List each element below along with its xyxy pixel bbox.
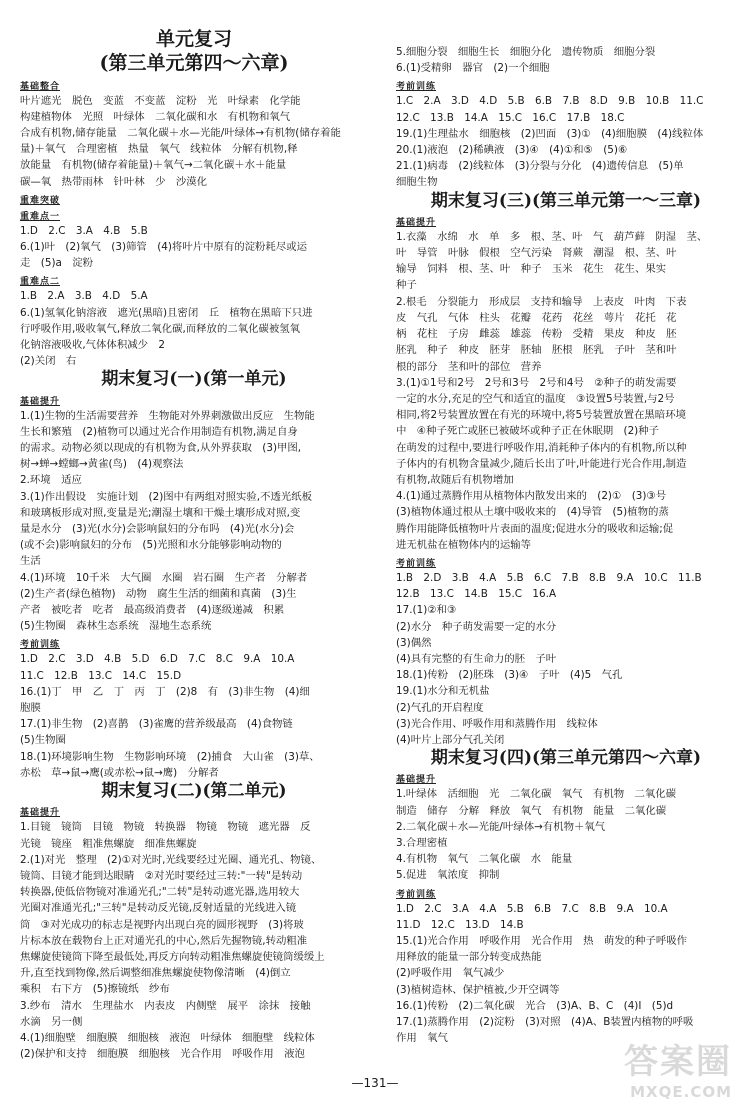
answer-line: 进无机盐在植物体内的运输等 xyxy=(396,538,532,551)
answer-line: 的需求。动物必须以现成的有机物为食,从外界获取 (3)甲图, xyxy=(20,442,302,454)
answer-line: 3.合理密植 xyxy=(396,837,448,850)
answer-line: 量)＋氧气 合理密植 热量 氧气 线粒体 分解有机物,释 xyxy=(20,143,298,156)
answer-line: (3)偶然 xyxy=(396,636,432,649)
answer-line: 中 ④种子死亡或胚已被破坏或种子正在休眠期 (2)种子 xyxy=(396,425,660,438)
answer-line: 乘积 右下方 (5)擦镜纸 纱布 xyxy=(20,983,170,996)
answer-line: 光镜 镜座 粗准焦螺旋 细准焦螺旋 xyxy=(20,837,197,850)
answer-line: 1.(1)生物的生活需要营养 生物能对外界刺激做出反应 生物能 xyxy=(20,409,315,422)
answer-line: 4.(1)环境 10千米 大气圈 水圈 岩石圈 生产者 分解者 xyxy=(20,571,308,584)
answer-line: 2.环境 适应 xyxy=(20,474,82,487)
section-label-exam: 考前训练 xyxy=(20,640,61,651)
section-label-basic: 基础提升 xyxy=(20,808,61,819)
answer-block-review-2-exam xyxy=(396,93,736,190)
answer-line: 6.(1)氢氧化钠溶液 遮光(黑暗)且密闭 丘 植物在黑暗下只进 xyxy=(20,306,313,319)
answer-line: 和玻璃板形成对照,变量是光;潮湿土壤和干燥土壤形成对照,变 xyxy=(20,506,301,519)
answer-line: 树→蝉→螳螂→黄雀(鸟) (4)观察法 xyxy=(20,458,184,471)
watermark-url: MXQE.COM xyxy=(630,1083,732,1101)
answer-line: 柄 花柱 子房 雌蕊 雄蕊 传粉 受精 果皮 种皮 胚 xyxy=(396,328,677,341)
answer-line: 3.(1)作出假设 实施计划 (2)图中有两组对照实验,不透光纸板 xyxy=(20,490,313,503)
answer-line: 赤松 草→鼠→鹰(或赤松→鼠→鹰) 分解者 xyxy=(20,766,219,779)
answer-line: 碳—氧 热带雨林 针叶林 少 沙漠化 xyxy=(20,175,208,188)
answer-line: 4.(1)细胞壁 细胞膜 细胞核 液泡 叶绿体 细胞壁 线粒体 xyxy=(20,1031,315,1044)
unit-review-subtitle: (第三单元第四～六章) xyxy=(99,51,289,74)
section-label-basic: 基础提升 xyxy=(396,775,437,786)
answer-line: 5.促进 氧浓度 抑制 xyxy=(396,869,500,882)
answer-line: 1.D 2.C 3.A 4.B 5.B xyxy=(20,224,148,237)
answer-line: 腾作用能降低植物叶片表面的温度;促进水分的吸收和运输;促 xyxy=(396,522,674,535)
answer-line: 种子 xyxy=(396,279,417,292)
right-column xyxy=(396,44,736,1046)
answer-line: 合成有机物,储存能量 二氧化碳＋水—光能/叶绿体→有机物(储存着能 xyxy=(20,126,341,139)
answer-line: 转换器,使低倍物镜对准通光孔;"二转"是转动遮光器,选用较大 xyxy=(20,886,300,899)
answer-line: (2)生产者(绿色植物) 动物 腐生生活的细菌和真菌 (3)生 xyxy=(20,587,297,600)
answer-line: 皮 气孔 气体 柱头 花瓣 花药 花丝 萼片 花托 花 xyxy=(396,311,677,324)
answer-block-review-1-basic xyxy=(20,408,368,635)
answer-line: 16.(1)传粉 (2)二氧化碳 光合 (3)A、B、C (4)Ⅰ (5)d xyxy=(396,999,674,1012)
answer-line: (2)保护和支持 细胞膜 细胞核 光合作用 呼吸作用 液泡 xyxy=(20,1048,305,1061)
answer-line: 叶片遮光 脱色 变蓝 不变蓝 淀粉 光 叶绿素 化学能 xyxy=(20,94,301,107)
section-label-point-2: 重难点二 xyxy=(20,277,61,288)
answer-line: 胚乳 种子 种皮 胚芽 胚轴 胚根 胚乳 子叶 茎和叶 xyxy=(396,344,677,357)
answer-line: 4.有机物 氧气 二氧化碳 水 能量 xyxy=(396,853,573,866)
answer-line: 升,直至找到物像,然后调整细准焦螺旋使物像清晰 (4)倒立 xyxy=(20,967,291,980)
answer-line: 作用 氧气 xyxy=(396,1032,448,1045)
answer-block-review-3-exam xyxy=(396,570,736,748)
answer-line: (3)植树造林、保护植被,少开空调等 xyxy=(396,983,560,996)
answer-line: 量是水分 (3)光(水分)会影响鼠妇的分布吗 (4)光(水分)会 xyxy=(20,523,295,536)
answer-line: (2)关闭 右 xyxy=(20,355,77,368)
answer-line: 生活 xyxy=(20,555,41,568)
section-label-difficult: 重难突破 xyxy=(20,195,61,206)
answer-line: 19.(1)生理盐水 细胞核 (2)凹面 (3)① (4)细胞膜 (4)线粒体 xyxy=(396,127,704,140)
answer-line: 17.(1)蒸腾作用 (2)淀粉 (3)对照 (4)A、B装置内植物的呼吸 xyxy=(396,1016,694,1029)
watermark xyxy=(624,1034,732,1101)
answer-line: (3)光合作用、呼吸作用和蒸腾作用 线粒体 xyxy=(396,717,598,730)
section-label-basic: 基础提升 xyxy=(396,217,437,228)
answer-line: 输导 饲料 根、茎、叶 种子 玉米 花生 花生、果实 xyxy=(396,263,677,276)
answer-line: 4.(1)通过蒸腾作用从植物体内散发出来的 (2)① (3)③号 xyxy=(396,490,667,503)
answer-line: 21.(1)病毒 (2)线粒体 (3)分裂与分化 (4)遗传信息 (5)单 xyxy=(396,160,684,173)
answer-line: (3)植物体通过根从土壤中吸收来的 (4)导管 (5)植物的蒸 xyxy=(396,506,669,519)
page-number: —131— xyxy=(351,1076,399,1090)
answer-line: 胞膜 xyxy=(20,702,41,715)
answer-line: 11.D 12.C 13.D 14.B xyxy=(396,918,524,931)
answer-line: 在萌发的过程中,要进行呼吸作用,消耗种子体内的有机物,所以种 xyxy=(396,441,687,454)
answer-line: 有机物,故随后有机物增加 xyxy=(396,473,514,486)
answer-line: 1.目镜 镜筒 目镜 物镜 转换器 物镜 物镜 遮光器 反 xyxy=(20,821,311,834)
answer-line: 叶 导管 叶脉 假根 空气污染 肾蕨 潮湿 根、茎、叶 xyxy=(396,247,687,260)
section-label-exam: 考前训练 xyxy=(396,82,437,93)
answer-line: 15.(1)光合作用 呼吸作用 光合作用 热 萌发的种子呼吸作 xyxy=(396,935,688,948)
answer-line: 17.(1)非生物 (2)喜鹊 (3)雀鹰的营养级最高 (4)食物链 xyxy=(20,718,293,731)
answer-line: 6.(1)受精卵 器官 (2)一个细胞 xyxy=(396,62,550,75)
left-column xyxy=(20,28,368,1062)
answer-line: 1.叶绿体 活细胞 光 二氧化碳 氧气 有机物 二氧化碳 xyxy=(396,788,677,801)
final-review-3-title: 期末复习(三)(第三单元第一～三章) xyxy=(430,190,702,211)
answer-line: (2)水分 种子萌发需要一定的水分 xyxy=(396,620,557,633)
final-review-1-title: 期末复习(一)(第一单元) xyxy=(101,369,287,390)
answer-line: 产者 被吃者 吃者 最高级消费者 (4)逐级递减 积累 xyxy=(20,604,285,617)
answer-line: 用释放的能量一部分转变成热能 xyxy=(396,951,542,964)
answer-line: 镜筒、目镜才能到达眼睛 ②对光时要经过三转:"一转"是转动 xyxy=(20,869,303,882)
answer-line: 子体内的有机物含量减少,随后长出了叶,叶能进行光合作用,制造 xyxy=(396,457,687,470)
answer-line: 12.C 13.B 14.A 15.C 16.C 17.B 18.C xyxy=(396,111,625,124)
answer-line: 放能量 有机物(储存着能量)＋氧气→二氧化碳＋水＋能量 xyxy=(20,159,287,172)
answer-line: 光圈对准通光孔;"三转"是转动反光镜,反射适量的光线进入镜 xyxy=(20,902,297,915)
answer-line: 1.衣藻 水绵 水 单 多 根、茎、叶 气 葫芦藓 阴湿 茎、 xyxy=(396,230,708,243)
answer-line: 片标本放在载物台上正对通光孔的中心,然后先握物镜,转动粗准 xyxy=(20,934,308,947)
answer-line: 走 (5)a 淀粉 xyxy=(20,257,94,270)
answer-line: 1.B 2.D 3.B 4.A 5.B 6.C 7.B 8.B 9.A 10.C 11.B xyxy=(396,571,702,584)
answer-line: 构建植物体 光照 叶绿体 二氧化碳和水 有机物和氧气 xyxy=(20,110,291,123)
answer-block-review-4-exam xyxy=(396,901,736,1047)
answer-block-review-3-basic xyxy=(396,229,736,553)
answer-line: (2)呼吸作用 氧气减少 xyxy=(396,967,505,980)
answer-line: 根的部分 茎和叶的部位 营养 xyxy=(396,360,542,373)
answer-line: (或不会)影响鼠妇的分布 (5)光照和水分能够影响动物的 xyxy=(20,539,282,552)
answer-line: 11.C 12.B 13.C 14.C 15.D xyxy=(20,669,182,682)
answer-line: (2)气孔的开启程度 xyxy=(396,701,484,714)
answer-line: 2.根毛 分裂能力 形成层 支持和输导 上表皮 叶肉 下表 xyxy=(396,295,687,308)
answer-line: 2.(1)对光 整理 (2)①对光时,光线要经过光圈、通光孔、物镜、 xyxy=(20,853,322,866)
unit-review-title: 单元复习 xyxy=(155,28,232,50)
answer-line: 1.D 2.C 3.D 4.B 5.D 6.D 7.C 8.C 9.A 10.A xyxy=(20,653,295,666)
answer-line: 6.(1)叶 (2)氧气 (3)筛管 (4)将叶片中原有的淀粉耗尽或运 xyxy=(20,240,307,253)
answer-line: 化钠溶液吸收,气体体积减少 2 xyxy=(20,338,165,351)
answer-line: 一定的水分,充足的空气和适宜的温度 ③设置5号装置,与2号 xyxy=(396,392,675,405)
answer-line: 3.(1)①1号和2号 2号和3号 2号和4号 ②种子的萌发需要 xyxy=(396,376,677,389)
answer-line: 2.二氧化碳＋水—光能/叶绿体→有机物＋氧气 xyxy=(396,820,606,833)
answer-block-review-1-exam xyxy=(20,651,368,781)
answer-block-review-2-continued xyxy=(396,44,736,76)
answer-line: 12.B 13.C 14.B 15.C 16.A xyxy=(396,588,557,601)
answer-line: 20.(1)液泡 (2)稀碘液 (3)④ (4)①和⑤ (5)⑥ xyxy=(396,144,628,157)
answer-block-review-2-basic xyxy=(20,819,368,1062)
answer-line: 筒 ③对光成功的标志是视野内出现白亮的圆形视野 (3)将玻 xyxy=(20,918,304,931)
answer-line: (5)生物圈 xyxy=(20,734,66,747)
answer-line: 焦螺旋使镜筒下降至最低处,再反方向转动粗准焦螺旋使镜筒缓缓上 xyxy=(20,950,325,963)
answer-line: 1.C 2.A 3.D 4.D 5.B 6.B 7.B 8.D 9.B 10.B 11.C xyxy=(396,95,704,108)
answer-line: (4)具有完整的有生命力的胚 子叶 xyxy=(396,652,557,665)
answer-line: 5.细胞分裂 细胞生长 细胞分化 遗传物质 细胞分裂 xyxy=(396,46,656,58)
answer-line: 细胞生物 xyxy=(396,176,438,189)
answer-line: (5)生物圈 森林生态系统 湿地生态系统 xyxy=(20,620,212,633)
answer-line: 生长和繁殖 (2)植物可以通过光合作用制造有机物,满足自身 xyxy=(20,425,298,438)
answer-line: (4)叶片上部分气孔关闭 xyxy=(396,733,505,746)
answer-line: 18.(1)传粉 (2)胚珠 (3)④ 子叶 (4)5 气孔 xyxy=(396,669,623,682)
answer-line: 制造 储存 分解 释放 氧气 有机物 能量 二氧化碳 xyxy=(396,804,667,817)
answer-block-point-2 xyxy=(20,288,368,369)
final-review-2-title: 期末复习(二)(第二单元) xyxy=(101,781,287,802)
answer-line: 相同,将2号装置放置在有光的环境中,将5号装置放置在黑暗环境 xyxy=(396,409,686,422)
answer-line: 3.纱布 清水 生理盐水 内表皮 内侧壁 展平 涂抹 接触 xyxy=(20,999,311,1012)
section-label-exam: 考前训练 xyxy=(396,889,437,900)
answer-line: 18.(1)环境影响生物 生物影响环境 (2)捕食 大山雀 (3)草、 xyxy=(20,750,320,763)
answer-line: 水滴 另一侧 xyxy=(20,1015,83,1028)
answer-line: 17.(1)②和③ xyxy=(396,604,457,617)
answer-line: 1.B 2.A 3.B 4.D 5.A xyxy=(20,290,148,303)
answer-block-point-1 xyxy=(20,223,368,272)
answer-line: 16.(1)丁 甲 乙 丁 丙 丁 (2)8 有 (3)非生物 (4)细 xyxy=(20,685,310,698)
answer-line: 19.(1)水分和无机盐 xyxy=(396,685,490,698)
answer-block-basic xyxy=(20,93,368,190)
answer-block-review-4-basic xyxy=(396,786,736,883)
watermark-logo-text: 答案圈 xyxy=(624,1042,732,1082)
answer-line: 1.D 2.C 3.A 4.A 5.B 6.B 7.C 8.B 9.A 10.A xyxy=(396,902,668,915)
section-label-basic: 基础提升 xyxy=(20,396,61,407)
answer-line: 行呼吸作用,吸收氧气,释放二氧化碳,而释放的二氧化碳被氢氧 xyxy=(20,322,301,335)
section-label-basic: 基础整合 xyxy=(20,81,61,92)
final-review-4-title: 期末复习(四)(第三单元第四～六章) xyxy=(430,748,702,769)
section-label-exam: 考前训练 xyxy=(396,558,437,569)
section-label-point-1: 重难点一 xyxy=(20,211,61,222)
